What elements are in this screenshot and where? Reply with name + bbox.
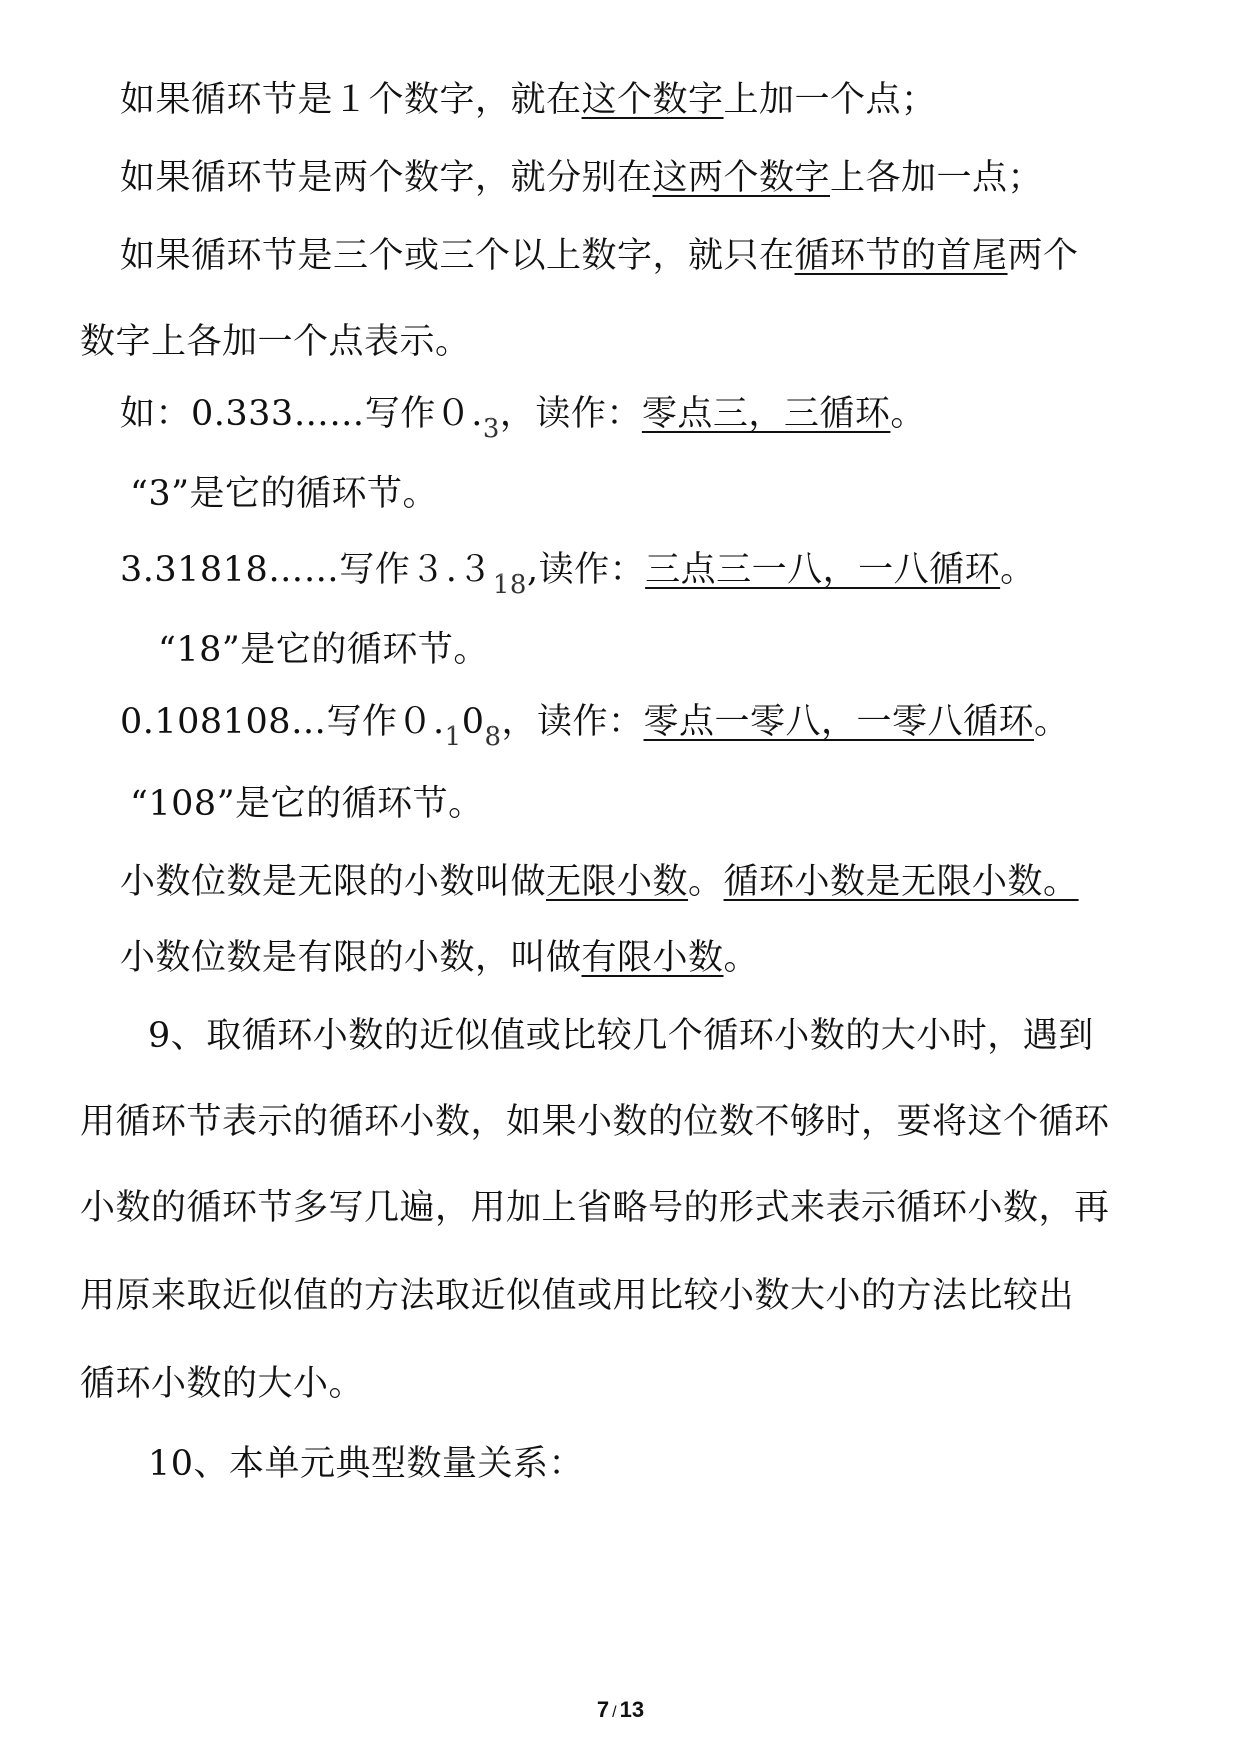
text: “3”是它的循环节。 bbox=[130, 474, 439, 514]
text: “18”是它的循环节。 bbox=[158, 630, 489, 670]
text: 用原来取近似值的方法取近似值或用比较小数大小的方法比较出 bbox=[80, 1276, 1075, 1316]
example-2-note bbox=[158, 628, 489, 672]
repeating-digit-end: · $_8$ bbox=[484, 722, 501, 752]
repeating-digit-start: · $_1$ bbox=[445, 722, 462, 752]
text: 小数位数是无限的小数叫做 bbox=[120, 862, 547, 902]
text: ，读作： bbox=[499, 394, 642, 434]
page-number bbox=[0, 1697, 1241, 1723]
text: 0.108108…写作０. bbox=[120, 702, 445, 742]
text: 两个 bbox=[1007, 236, 1079, 276]
text: 循环小数的大小。 bbox=[80, 1364, 365, 1404]
text: 。 bbox=[890, 394, 926, 434]
repeating-digit-end: · $_8$ bbox=[510, 570, 527, 600]
text: 上各加一点； bbox=[830, 158, 1044, 198]
rule-three-digits bbox=[120, 234, 1079, 278]
underlined-statement: 循环小数是无限小数。 bbox=[723, 862, 1079, 902]
underlined-term: 循环节的首尾 bbox=[794, 236, 1008, 276]
example-1 bbox=[120, 392, 926, 444]
underlined-term: 这两个数字 bbox=[652, 158, 831, 198]
text: 小数的循环节多写几遍，用加上省略号的形式来表示循环小数，再 bbox=[80, 1188, 1110, 1228]
example-3-note bbox=[130, 782, 484, 826]
example-2 bbox=[120, 548, 1036, 600]
text: 如果循环节是两个数字，就分别在 bbox=[120, 158, 653, 198]
example-1-note bbox=[130, 472, 438, 516]
text: 如果循环节是１个数字，就在 bbox=[120, 80, 582, 120]
repeating-digit-start: · $_1$ bbox=[493, 570, 510, 600]
underlined-reading: 零点一零八，一零八循环 bbox=[643, 702, 1035, 742]
example-3 bbox=[120, 700, 1070, 752]
current-page: 7 bbox=[596, 1697, 610, 1722]
text: 。 bbox=[723, 938, 760, 978]
text: 小数位数是有限的小数，叫做 bbox=[120, 938, 582, 978]
text: “108”是它的循环节。 bbox=[130, 784, 484, 824]
total-pages: 13 bbox=[619, 1697, 645, 1722]
text: 0 bbox=[461, 702, 485, 742]
underlined-term: 无限小数 bbox=[546, 862, 689, 902]
underlined-term: 有限小数 bbox=[581, 938, 724, 978]
section-9-line-3 bbox=[80, 1186, 1110, 1230]
text: 如果循环节是三个或三个以上数字，就只在 bbox=[120, 236, 795, 276]
section-9-line-1 bbox=[148, 1014, 1094, 1058]
text: 数字上各加一个点表示。 bbox=[80, 322, 471, 362]
text: 。 bbox=[688, 862, 724, 902]
section-9-line-5 bbox=[80, 1362, 364, 1406]
text: 用循环节表示的循环小数，如果小数的位数不够时，要将这个循环 bbox=[80, 1102, 1110, 1142]
repeating-digit: · $_3$ bbox=[483, 414, 500, 444]
rule-three-digits-cont bbox=[80, 320, 471, 364]
underlined-term: 这个数字 bbox=[581, 80, 724, 120]
text: 上加一个点； bbox=[723, 80, 937, 120]
text: 10、本单元典型数量关系： bbox=[148, 1444, 585, 1484]
text: 3.31818……写作３.３ bbox=[120, 550, 493, 590]
page-separator: / bbox=[612, 1704, 617, 1721]
infinite-decimal-def bbox=[120, 860, 1079, 904]
underlined-reading: 零点三，三循环 bbox=[641, 394, 891, 434]
finite-decimal-def bbox=[120, 936, 759, 980]
text: ,读作： bbox=[526, 550, 646, 590]
text: 。 bbox=[1034, 702, 1070, 742]
rule-two-digits bbox=[120, 156, 1043, 200]
text: 9、取循环小数的近似值或比较几个循环小数的大小时，遇到 bbox=[148, 1016, 1094, 1056]
section-9-line-4 bbox=[80, 1274, 1074, 1318]
rule-one-digit bbox=[120, 78, 937, 122]
text: ，读作： bbox=[501, 702, 644, 742]
text: 。 bbox=[1000, 550, 1036, 590]
section-9-line-2 bbox=[80, 1100, 1110, 1144]
section-10-heading bbox=[148, 1442, 584, 1486]
underlined-reading: 三点三一八，一八循环 bbox=[645, 550, 1001, 590]
text: 如：0.333……写作０. bbox=[120, 394, 483, 434]
